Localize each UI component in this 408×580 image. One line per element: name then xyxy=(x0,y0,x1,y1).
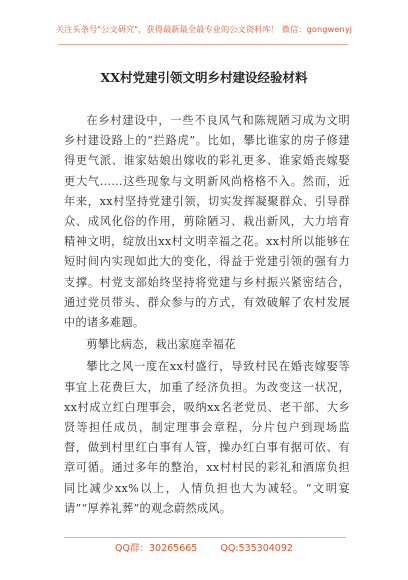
body-paragraph-1: 在乡村建设中，一些不良风气和陈规陋习成为文明乡村建设路上的“拦路虎”。比如，攀比谁家的房子修建得更气派、谁家姑娘出嫁收的彩礼更多、谁家婚丧嫁娶更大气……这些现象与文明新风尚格格不入。然而，近年来，xx村坚持党建引领，切实发挥凝聚群众、引导群众、成风化俗的作用，剪除陋习、栽出新风，大力培育精神文明，绽放出xx村文明幸福之花。xx村所以能够在短时间内实现如此大的变化，得益于党建引领的强有力支撑。村党支部始终坚持将党建与乡村振兴紧密结合，通过党员带头、群众参与的方式，有效破解了农村发展中的诸多难题。 xyxy=(64,114,350,330)
document-title: XX村党建引领文明乡村建设经验材料 xyxy=(100,70,308,85)
body-paragraph-2: 攀比之风一度在xx村盛行，导致村民在婚丧嫁娶等事宜上花费巨大，加重了经济负担。为改变这一状况，xx村成立红白理事会，吸纳xx名老党员、老干部、大乡贤等担任成员，制定理事会章程，分片包户到现场监督，做到村里红白事有人管，操办红白事有据可依、有章可循。通过多年的整治，xx村村民的彩礼和酒席负担同比减少xx%以上，人情负担也大为减轻。“文明宴请”“厚养礼葬”的观念蔚然成风。 xyxy=(64,360,350,515)
footer-divider xyxy=(64,537,346,538)
section-subheading: 剪攀比病态，栽出家庭幸福花 xyxy=(86,338,236,352)
document-body xyxy=(64,111,350,519)
footer-qq-group: QQ群：30265665 xyxy=(115,543,198,554)
header-divider xyxy=(58,44,348,45)
header-note: 关注头条号"公文研究"，获得最新最全最专业的公文资料库！ 微信：gongwenyj xyxy=(55,24,353,34)
footer-qq: QQ:535304092 xyxy=(220,543,293,554)
footer xyxy=(0,540,408,554)
